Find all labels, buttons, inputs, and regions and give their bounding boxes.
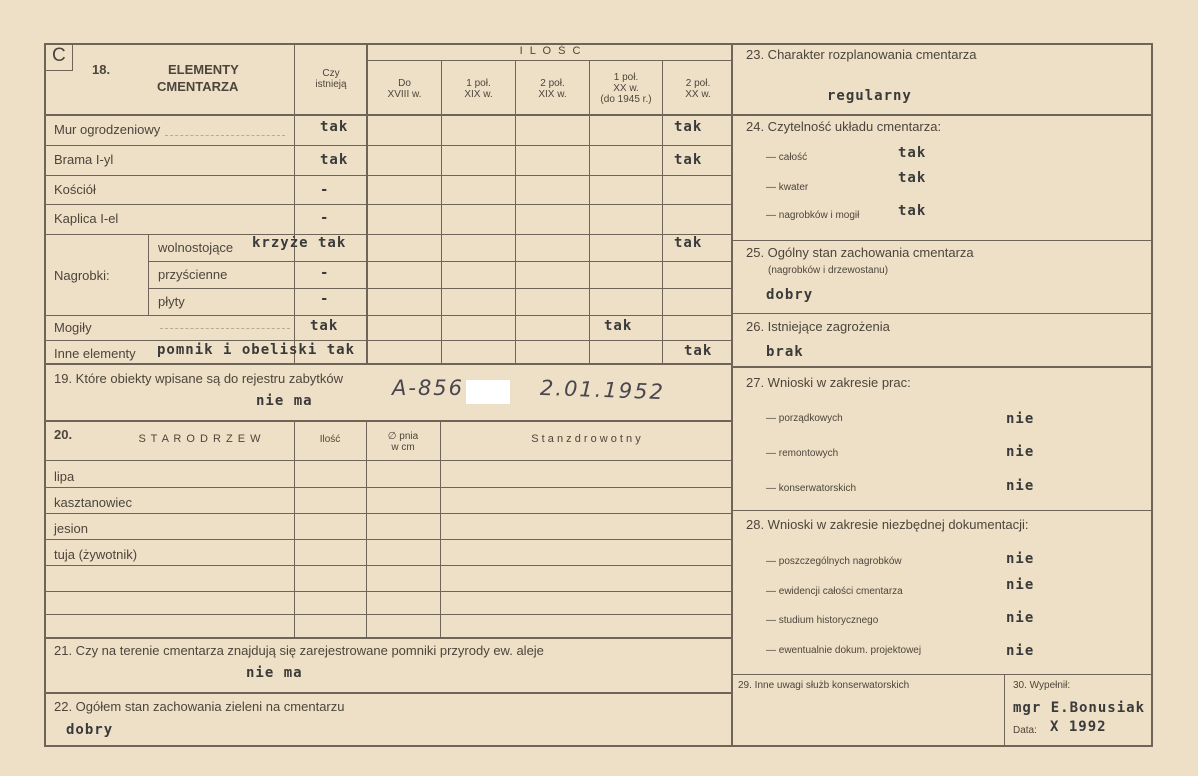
mogily-exists-value: tak	[310, 318, 339, 334]
health-header: S t a n z d r o w o t n y	[531, 433, 641, 445]
ilosc-header: I L O Ś C	[519, 45, 583, 57]
mur-dotted-line	[165, 135, 285, 136]
wolno-typed-value: krzyże tak	[252, 235, 347, 251]
frame-center-divider	[731, 43, 733, 747]
section19-handwritten-number: A-856	[392, 376, 465, 400]
section21-value: nie ma	[246, 665, 303, 681]
section19-label: 19. Które obiekty wpisane są do rejestru zabytków	[54, 371, 344, 386]
section22-value: dobry	[66, 722, 114, 738]
section27-value-konserwatorskich: nie	[1006, 478, 1035, 494]
s20-row-rule-1	[44, 487, 733, 488]
tree-kasztanowiec: kasztanowiec	[54, 495, 133, 510]
s20-col1	[294, 421, 295, 638]
section28-label: 28. Wnioski w zakresie niezbędnej dokumentacji:	[746, 517, 1029, 532]
section18-title-line2: CMENTARZA	[157, 79, 239, 94]
frame-left	[44, 43, 46, 747]
section27-bottom-rule	[732, 510, 1153, 511]
row-rule-6	[148, 288, 733, 289]
period-1-header	[368, 78, 441, 100]
section26-value: brak	[766, 344, 804, 360]
s20-row-rule-6	[44, 614, 733, 615]
section24-item-kwater: — kwater	[766, 182, 809, 193]
brama-exists-value: tak	[320, 152, 349, 168]
row-rule-2	[44, 175, 733, 176]
section24-label: 24. Czytelność układu cmentarza:	[746, 119, 942, 134]
ilosc-header-rule	[367, 60, 733, 61]
period-1-line2: XVIII w.	[387, 89, 422, 100]
period-5-line1: 2 poł.	[685, 78, 711, 89]
section27-item-remontowych: — remontowych	[766, 448, 839, 459]
row-label-nagrobki: Nagrobki:	[54, 268, 110, 283]
nagrobki-divider	[148, 234, 149, 316]
period-4-line3: (do 1945 r.)	[600, 94, 652, 105]
section23-value: regularny	[827, 88, 912, 104]
section19-bottom-rule	[44, 420, 733, 422]
brama-p5-value: tak	[674, 152, 703, 168]
inne-p5-value: tak	[684, 343, 713, 359]
section18-title-line1: ELEMENTY	[168, 62, 239, 77]
col-p4-right	[662, 61, 663, 363]
row-label-kosciol: Kościół	[54, 182, 96, 197]
section18-number: 18.	[92, 62, 111, 77]
row-label-mur: Mur ogrodzeniowy	[54, 122, 161, 137]
section25-value: dobry	[766, 287, 814, 303]
frame-top	[44, 43, 1153, 45]
section28-value-projektowej: nie	[1006, 643, 1035, 659]
section20-number: 20.	[54, 427, 73, 442]
exists-header-line2: istnieją	[315, 79, 347, 90]
section30-date-label: Data:	[1013, 725, 1037, 736]
diameter-header-line2: w cm	[391, 442, 415, 453]
section30-filled-by: mgr E.Bonusiak	[1013, 700, 1146, 716]
row-label-kaplica: Kaplica I-el	[54, 211, 119, 226]
frame-right	[1151, 43, 1153, 747]
row-label-inne: Inne elementy	[54, 346, 136, 361]
row-rule-3	[44, 204, 733, 205]
section26-label: 26. Istniejące zagrożenia	[746, 319, 890, 334]
card-letter: C	[52, 45, 66, 66]
s20-col3	[440, 421, 441, 638]
period-5-line2: XX w.	[685, 89, 711, 100]
section27-label: 27. Wnioski w zakresie prac:	[746, 375, 911, 390]
period-1-line1: Do	[398, 78, 411, 89]
section19-handwritten-date: 2.01.1952	[539, 375, 666, 405]
przys-exists-value: -	[320, 265, 330, 281]
section24-item-calosc: — całość	[766, 152, 808, 163]
exists-header	[296, 68, 366, 90]
row-rule-8	[44, 340, 733, 341]
plyty-exists-value: -	[320, 291, 330, 307]
mur-exists-value: tak	[320, 119, 349, 135]
section27-item-porzadkowych: — porządkowych	[766, 413, 843, 424]
period-4-line2: XX w.	[613, 83, 639, 94]
section27-value-porzadkowych: nie	[1006, 411, 1035, 427]
col-p1-right	[441, 61, 442, 363]
qty-header: Ilość	[319, 434, 341, 445]
tree-lipa: lipa	[54, 469, 75, 484]
row-rule-1	[44, 145, 733, 146]
section20-header: S T A R O D R Z E W	[138, 433, 262, 445]
kosciol-exists-value: -	[320, 182, 330, 198]
row-label-przyscienne: przyścienne	[158, 267, 228, 282]
section28-item-nagrobkow: — poszczególnych nagrobków	[766, 556, 902, 567]
row-label-plyty: płyty	[158, 294, 185, 309]
section30-date-value: X 1992	[1050, 719, 1107, 735]
section25-sublabel: (nagrobków i drzewostanu)	[768, 265, 889, 276]
section25-label: 25. Ogólny stan zachowania cmentarza	[746, 245, 974, 260]
col-p3-right	[589, 61, 590, 363]
row-rule-5	[148, 261, 733, 262]
period-4-header	[590, 72, 662, 105]
card-letter-box-bottom	[44, 70, 73, 71]
s20-row-rule-3	[44, 539, 733, 540]
period-3-header	[516, 78, 589, 100]
section24-value-kwater: tak	[898, 170, 927, 186]
section18-header-rule	[44, 114, 733, 116]
period-3-line2: XIX w.	[538, 89, 567, 100]
section19-value: nie ma	[256, 393, 313, 409]
section24-bottom-rule	[732, 240, 1153, 241]
section29-30-divider	[1004, 675, 1005, 746]
section27-value-remontowych: nie	[1006, 444, 1035, 460]
period-2-line2: XIX w.	[464, 89, 493, 100]
tree-jesion: jesion	[54, 521, 88, 536]
diameter-header-line1: ∅ pnia	[387, 431, 419, 442]
mogily-dotted-line	[160, 328, 290, 329]
diameter-header	[366, 431, 440, 453]
s20-header-rule	[44, 460, 733, 461]
section28-value-studium: nie	[1006, 610, 1035, 626]
section21-label: 21. Czy na terenie cmentarza znajdują się zarejestrowane pomniki przyrody ew. aleje	[54, 643, 544, 658]
section27-item-konserwatorskich: — konserwatorskich	[766, 483, 857, 494]
section28-item-studium: — studium historycznego	[766, 615, 879, 626]
wolno-p5-value: tak	[674, 235, 703, 251]
redaction-patch	[466, 380, 510, 404]
section28-item-projektowej: — ewentualnie dokum. projektowej	[766, 645, 922, 656]
frame-bottom	[44, 745, 1153, 747]
section23-bottom-rule	[732, 114, 1153, 116]
s20-row-rule-5	[44, 591, 733, 592]
s20-col2	[366, 421, 367, 638]
mur-p5-value: tak	[674, 119, 703, 135]
exists-header-line1: Czy	[322, 68, 340, 79]
section20-bottom-rule	[44, 637, 733, 639]
section18-bottom-rule	[44, 363, 733, 365]
row-label-mogily: Mogiły	[54, 320, 92, 335]
period-2-line1: 1 poł.	[466, 78, 491, 89]
kaplica-exists-value: -	[320, 210, 330, 226]
s20-row-rule-2	[44, 513, 733, 514]
row-label-wolnostojace: wolnostojące	[158, 240, 234, 255]
col-p2-right	[515, 61, 516, 363]
tree-tuja: tuja (żywotnik)	[54, 547, 138, 562]
mogily-p4-value: tak	[604, 318, 633, 334]
section26-bottom-rule	[732, 366, 1153, 368]
s20-row-rule-4	[44, 565, 733, 566]
section28-value-nagrobkow: nie	[1006, 551, 1035, 567]
section21-bottom-rule	[44, 692, 733, 694]
section30-label: 30. Wypełnił:	[1013, 680, 1071, 691]
section23-label: 23. Charakter rozplanowania cmentarza	[746, 47, 977, 62]
card-letter-box-right	[72, 43, 73, 71]
section24-value-calosc: tak	[898, 145, 927, 161]
section24-value-nagrobkow: tak	[898, 203, 927, 219]
period-4-line1: 1 poł.	[613, 72, 639, 83]
section25-bottom-rule	[732, 313, 1153, 314]
section24-item-nagrobkow: — nagrobków i mogił	[766, 210, 860, 221]
section29-label: 29. Inne uwagi służb konserwatorskich	[738, 680, 910, 691]
section28-item-ewidencji: — ewidencji całości cmentarza	[766, 586, 903, 597]
period-5-header	[663, 78, 733, 100]
section28-value-ewidencji: nie	[1006, 577, 1035, 593]
section22-label: 22. Ogółem stan zachowania zieleni na cmentarzu	[54, 699, 345, 714]
inne-typed-value: pomnik i obeliski tak	[157, 342, 356, 358]
row-label-brama: Brama I-yl	[54, 152, 114, 167]
period-2-header	[442, 78, 515, 100]
section28-bottom-rule	[732, 674, 1153, 675]
period-3-line1: 2 poł.	[540, 78, 565, 89]
